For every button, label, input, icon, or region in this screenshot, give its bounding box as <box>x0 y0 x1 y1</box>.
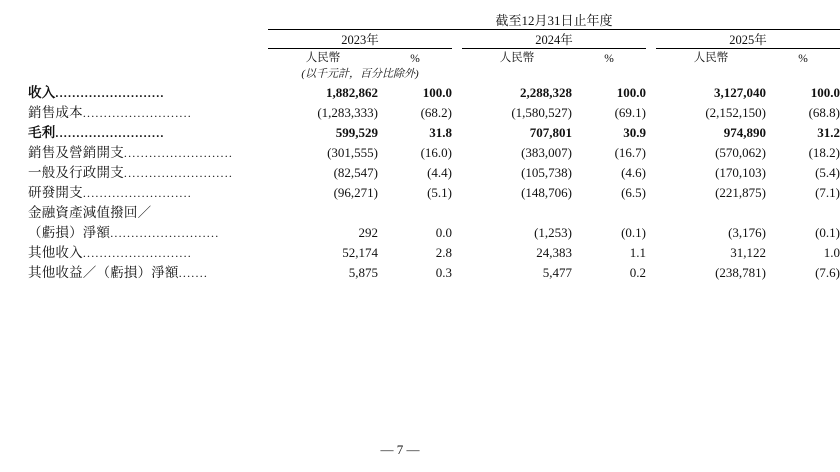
cell-value: (68.8) <box>808 105 840 120</box>
cell-value: (7.6) <box>815 265 840 280</box>
cell-value: 5,875 <box>348 265 378 280</box>
column-gap <box>646 221 656 241</box>
leader-dots: .......................... <box>110 226 220 240</box>
subheader-currency-2025: 人民幣 <box>693 52 729 64</box>
header-empty-cell <box>28 10 268 30</box>
column-gap <box>646 161 656 181</box>
table-row <box>28 101 840 121</box>
row-label-text: 其他收益／（虧損）淨額 <box>28 265 179 280</box>
cell-value: 1.1 <box>629 245 646 260</box>
subheader-percent-2025: % <box>798 53 808 65</box>
cell-value <box>572 201 646 221</box>
row-label <box>28 261 268 281</box>
column-gap <box>646 261 656 281</box>
cell-value: 52,174 <box>342 245 378 260</box>
cell-value: (570,062) <box>715 145 766 160</box>
table-row <box>28 241 840 261</box>
row-label <box>28 121 268 141</box>
cell-value: 2,288,328 <box>520 85 572 100</box>
column-gap <box>646 81 656 101</box>
leader-dots: .......................... <box>82 106 193 120</box>
year-header-2025: 2025年 <box>656 30 840 49</box>
column-gap <box>452 161 462 181</box>
header-gap <box>646 30 656 49</box>
leader-dots: .......................... <box>55 126 165 140</box>
cell-value: (1,283,333) <box>317 105 378 120</box>
column-gap <box>646 101 656 121</box>
cell-value <box>268 201 378 221</box>
cell-value: (3,176) <box>728 225 766 240</box>
header-empty-cell-4 <box>28 65 268 81</box>
cell-value: 0.2 <box>629 265 646 280</box>
row-label-text: 毛利 <box>28 125 56 140</box>
column-gap <box>646 141 656 161</box>
cell-value: (238,781) <box>715 265 766 280</box>
cell-value: 30.9 <box>623 125 646 140</box>
row-label <box>28 141 268 161</box>
row-label-text: 金融資產減值撥回／ <box>28 205 152 220</box>
cell-value: 599,529 <box>335 125 378 140</box>
subheader-currency-2024: 人民幣 <box>499 52 535 64</box>
page-number: — 7 — <box>380 442 420 457</box>
row-label <box>28 81 268 101</box>
cell-value: 974,890 <box>723 125 766 140</box>
subheader-percent-2023: % <box>410 53 420 65</box>
leader-dots: .......................... <box>123 146 234 160</box>
cell-value: (18.2) <box>808 145 840 160</box>
cell-value: (5.1) <box>427 185 452 200</box>
cell-value <box>766 201 840 221</box>
cell-value: 0.3 <box>435 265 452 280</box>
header-empty-cell-3 <box>28 49 268 66</box>
cell-value: (0.1) <box>621 225 646 240</box>
column-gap <box>646 121 656 141</box>
row-label-text: 其他收入 <box>28 245 83 260</box>
cell-value: (1,580,527) <box>511 105 572 120</box>
row-label <box>28 241 268 261</box>
cell-value: (221,875) <box>715 185 766 200</box>
cell-value: (301,555) <box>327 145 378 160</box>
column-gap <box>452 81 462 101</box>
table-row <box>28 81 840 101</box>
cell-value: (16.7) <box>614 145 646 160</box>
cell-value <box>656 201 766 221</box>
cell-value: 100.0 <box>810 85 840 100</box>
cell-value: (2,152,150) <box>705 105 766 120</box>
leader-dots: .......................... <box>55 86 165 100</box>
cell-value: 100.0 <box>422 85 452 100</box>
cell-value: (0.1) <box>815 225 840 240</box>
header-gap <box>452 49 462 66</box>
cell-value: 292 <box>358 225 378 240</box>
header-gap <box>646 65 656 81</box>
cell-value: (4.6) <box>621 165 646 180</box>
units-note: (以千元計，百分比除外) <box>301 68 419 80</box>
column-gap <box>452 201 462 221</box>
table-row <box>28 221 840 241</box>
leader-dots: .......................... <box>123 166 234 180</box>
cell-value: (68.2) <box>420 105 452 120</box>
period-title: 截至12月31日止年度 <box>268 10 840 30</box>
cell-value: (383,007) <box>521 145 572 160</box>
column-gap <box>452 241 462 261</box>
column-gap <box>452 141 462 161</box>
table-row <box>28 141 840 161</box>
cell-value: 31.8 <box>429 125 452 140</box>
table-header <box>28 10 840 81</box>
table-row <box>28 161 840 181</box>
subheader-currency-2023: 人民幣 <box>305 52 341 64</box>
row-label-text: （虧損）淨額 <box>28 225 111 240</box>
column-gap <box>646 181 656 201</box>
cell-value: (16.0) <box>420 145 452 160</box>
subheader-percent-2024: % <box>604 53 614 65</box>
cell-value: 707,801 <box>529 125 572 140</box>
cell-value: (5.4) <box>815 165 840 180</box>
header-gap <box>452 65 462 81</box>
cell-value: (96,271) <box>333 185 378 200</box>
cell-value: (69.1) <box>614 105 646 120</box>
row-label <box>28 201 268 221</box>
column-gap <box>646 241 656 261</box>
row-label-text: 銷售成本 <box>28 105 83 120</box>
table-row <box>28 261 840 281</box>
column-gap <box>452 121 462 141</box>
cell-value: (148,706) <box>521 185 572 200</box>
cell-value: (82,547) <box>333 165 378 180</box>
row-label-text: 銷售及營銷開支 <box>28 145 124 160</box>
row-label-text: 收入 <box>28 85 56 100</box>
cell-value: 31,122 <box>730 245 766 260</box>
header-gap <box>452 30 462 49</box>
cell-value: 0.0 <box>435 225 452 240</box>
cell-value: 31.2 <box>817 125 840 140</box>
units-note-spacer-2 <box>656 65 840 81</box>
cell-value: 1.0 <box>823 245 840 260</box>
row-label <box>28 221 268 241</box>
cell-value: (6.5) <box>621 185 646 200</box>
column-gap <box>452 221 462 241</box>
units-note-spacer <box>462 65 646 81</box>
cell-value: 100.0 <box>616 85 646 100</box>
row-label-text: 一般及行政開支 <box>28 165 124 180</box>
cell-value: (170,103) <box>715 165 766 180</box>
table-row <box>28 121 840 141</box>
column-gap <box>452 181 462 201</box>
leader-dots: ....... <box>178 266 209 280</box>
row-label <box>28 161 268 181</box>
cell-value: (4.4) <box>427 165 452 180</box>
leader-dots: .......................... <box>82 186 193 200</box>
cell-value: 24,383 <box>536 245 572 260</box>
cell-value: 2.8 <box>435 245 452 260</box>
cell-value: (105,738) <box>521 165 572 180</box>
cell-value: 1,882,862 <box>326 85 378 100</box>
table-row <box>28 201 840 221</box>
year-header-2023: 2023年 <box>268 30 452 49</box>
cell-value: (7.1) <box>815 185 840 200</box>
cell-value: 5,477 <box>542 265 572 280</box>
column-gap <box>452 101 462 121</box>
row-label <box>28 181 268 201</box>
cell-value <box>462 201 572 221</box>
column-gap <box>646 201 656 221</box>
row-label <box>28 101 268 121</box>
row-label-text: 研發開支 <box>28 185 83 200</box>
header-gap <box>646 49 656 66</box>
table-body <box>28 81 840 281</box>
cell-value: (1,253) <box>534 225 572 240</box>
financial-table <box>28 10 840 281</box>
table-row <box>28 181 840 201</box>
cell-value <box>378 201 452 221</box>
column-gap <box>452 261 462 281</box>
header-empty-cell-2 <box>28 30 268 49</box>
cell-value: 3,127,040 <box>714 85 766 100</box>
year-header-2024: 2024年 <box>462 30 646 49</box>
leader-dots: .......................... <box>82 246 193 260</box>
